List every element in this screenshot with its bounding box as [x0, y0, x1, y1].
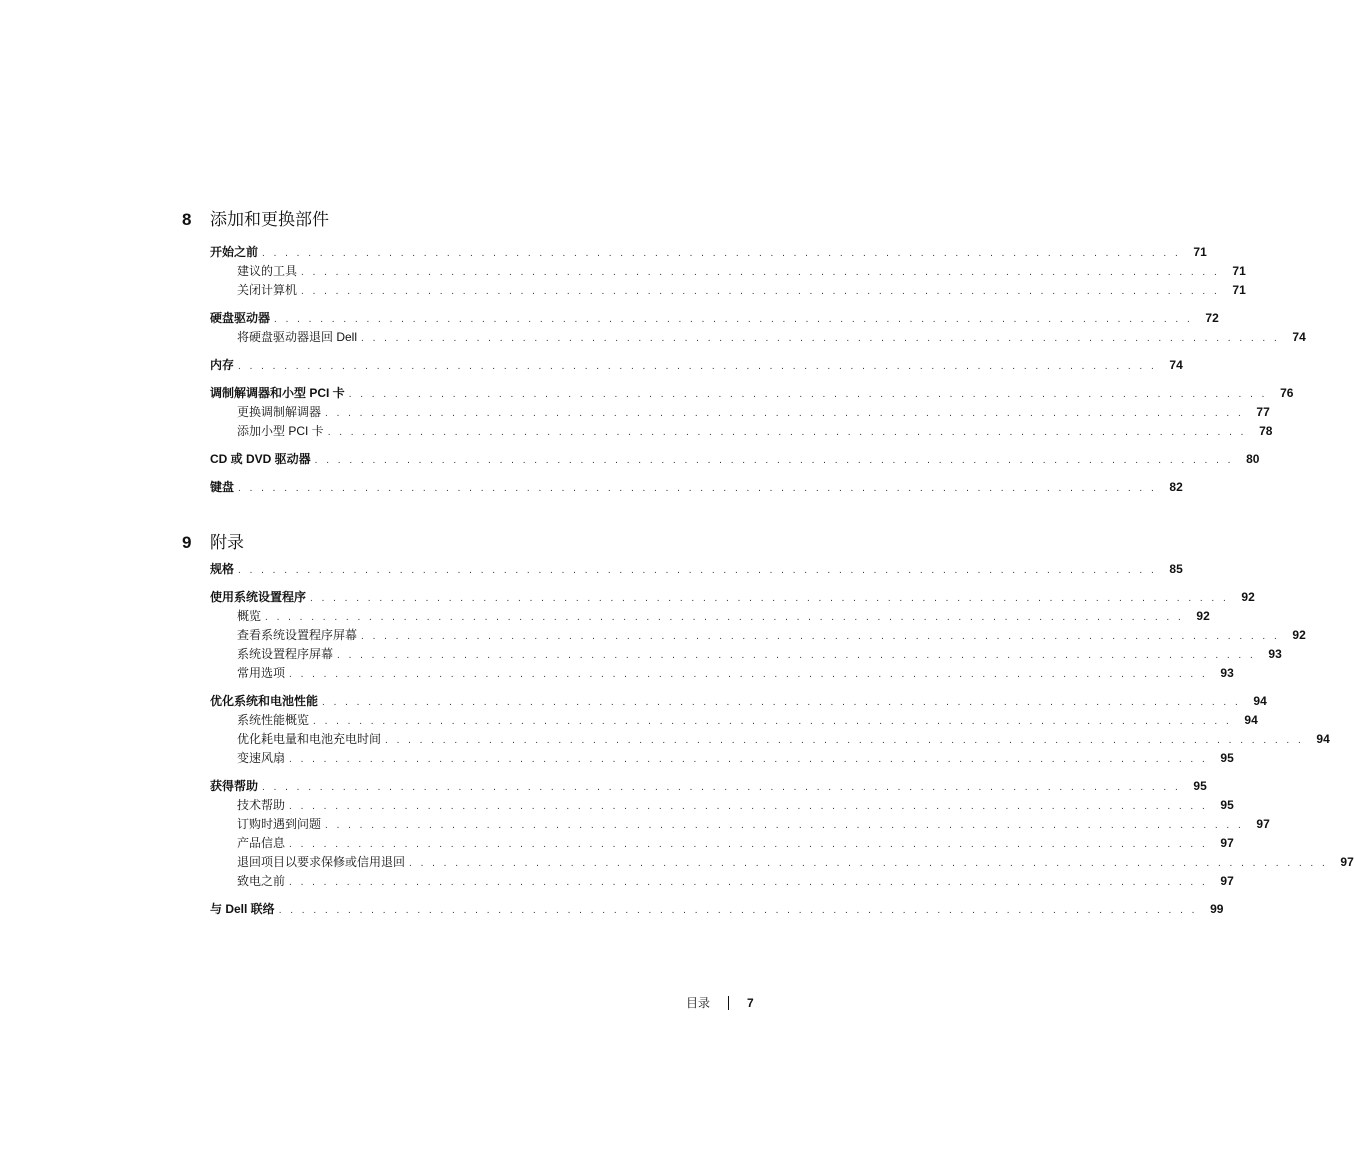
toc-page-number: 92 — [1292, 628, 1306, 642]
toc-group-gap — [182, 375, 642, 384]
toc-section-entry[interactable] — [182, 356, 1183, 375]
toc-entry-title: 概览 — [237, 609, 262, 623]
toc-subsection-entry[interactable] — [182, 626, 1306, 645]
toc-group-gap — [182, 768, 642, 777]
toc-section-entry[interactable] — [182, 777, 1207, 796]
toc-section-entry[interactable] — [182, 900, 1224, 919]
chapter-title: 附录 — [210, 533, 244, 552]
toc-subsection-entry[interactable] — [182, 834, 1234, 853]
toc-entry-title: 将硬盘驱动器退回 Dell — [237, 330, 358, 344]
toc-entry-title: CD 或 DVD 驱动器 — [210, 452, 311, 466]
toc-subsection-entry[interactable] — [182, 664, 1234, 683]
toc-entry-title: 硬盘驱动器 — [210, 311, 271, 325]
toc-page-number: 92 — [1241, 590, 1255, 604]
toc-entry-title: 获得帮助 — [210, 779, 259, 793]
toc-page-number: 77 — [1256, 405, 1270, 419]
chapter-number: 9 — [182, 533, 192, 552]
toc-entry-title: 优化耗电量和电池充电时间 — [237, 732, 382, 746]
toc-group-gap — [182, 683, 642, 692]
toc-list — [182, 243, 1306, 497]
toc-group-gap — [182, 441, 642, 450]
toc-section-entry[interactable] — [182, 309, 1219, 328]
toc-dot-leader: . . . . . . . . . . . . . . . . . . . . . . . . . . . . . . . . . . . . . . . . . . . . . . . . . . . . . . . . . . . . . . . . . . . . . . . . . . . . . . . . — [337, 650, 1256, 661]
toc-subsection-entry[interactable] — [182, 872, 1234, 891]
toc-page-number: 74 — [1169, 358, 1183, 372]
toc-group-gap — [182, 891, 642, 900]
toc-page-number: 74 — [1292, 330, 1306, 344]
chapter-number: 8 — [182, 210, 192, 229]
toc-dot-leader: . . . . . . . . . . . . . . . . . . . . . . . . . . . . . . . . . . . . . . . . . . . . . . . . . . . . . . . . . . . . . . . . . . . . . . . . . . . . . . . . — [289, 669, 1208, 680]
toc-subsection-entry[interactable] — [182, 853, 1354, 872]
toc-entry-title: 规格 — [210, 562, 235, 576]
toc-dot-leader: . . . . . . . . . . . . . . . . . . . . . . . . . . . . . . . . . . . . . . . . . . . . . . . . . . . . . . . . . . . . . . . . . . . . . . . . . . . . . . . . — [325, 820, 1244, 831]
toc-dot-leader: . . . . . . . . . . . . . . . . . . . . . . . . . . . . . . . . . . . . . . . . . . . . . . . . . . . . . . . . . . . . . . . . . . . . . . . . . . . . . . . . — [238, 565, 1157, 576]
toc-page-number: 80 — [1246, 452, 1260, 466]
toc-page-number: 76 — [1280, 386, 1294, 400]
toc-page-number: 92 — [1196, 609, 1210, 623]
toc-dot-leader: . . . . . . . . . . . . . . . . . . . . . . . . . . . . . . . . . . . . . . . . . . . . . . . . . . . . . . . . . . . . . . . . . . . . . . . . . . . . . . . . — [289, 839, 1208, 850]
chapter-heading — [182, 205, 642, 229]
toc-dot-leader: . . . . . . . . . . . . . . . . . . . . . . . . . . . . . . . . . . . . . . . . . . . . . . . . . . . . . . . . . . . . . . . . . . . . . . . . . . . . . . . . — [361, 333, 1280, 344]
toc-page-number: 71 — [1193, 245, 1207, 259]
toc-subsection-entry[interactable] — [182, 262, 1246, 281]
toc-dot-leader: . . . . . . . . . . . . . . . . . . . . . . . . . . . . . . . . . . . . . . . . . . . . . . . . . . . . . . . . . . . . . . . . . . . . . . . . . . . . . . . . — [313, 716, 1232, 727]
toc-entry-title: 常用选项 — [237, 666, 286, 680]
toc-subsection-entry[interactable] — [182, 749, 1234, 768]
toc-subsection-entry[interactable] — [182, 730, 1330, 749]
toc-page-number: 71 — [1232, 264, 1246, 278]
toc-subsection-entry[interactable] — [182, 815, 1270, 834]
toc-section-entry[interactable] — [182, 478, 1183, 497]
toc-page-number: 85 — [1169, 562, 1183, 576]
toc-entry-title: 优化系统和电池性能 — [210, 694, 319, 708]
toc-subsection-entry[interactable] — [182, 328, 1306, 347]
toc-entry-title: 查看系统设置程序屏幕 — [237, 628, 358, 642]
toc-page-number: 72 — [1205, 311, 1219, 325]
toc-list — [182, 560, 1354, 919]
toc-dot-leader: . . . . . . . . . . . . . . . . . . . . . . . . . . . . . . . . . . . . . . . . . . . . . . . . . . . . . . . . . . . . . . . . . . . . . . . . . . . . . . . . — [348, 389, 1268, 400]
toc-dot-leader: . . . . . . . . . . . . . . . . . . . . . . . . . . . . . . . . . . . . . . . . . . . . . . . . . . . . . . . . . . . . . . . . . . . . . . . . . . . . . . . . — [289, 801, 1208, 812]
toc-section-entry[interactable] — [182, 384, 1294, 403]
toc-entry-title: 致电之前 — [237, 874, 286, 888]
toc-page-number: 97 — [1340, 855, 1354, 869]
toc-dot-leader: . . . . . . . . . . . . . . . . . . . . . . . . . . . . . . . . . . . . . . . . . . . . . . . . . . . . . . . . . . . . . . . . . . . . . . . . . . . . . . . . — [278, 905, 1198, 916]
toc-page-number: 95 — [1220, 798, 1234, 812]
toc-subsection-entry[interactable] — [182, 403, 1270, 422]
toc-section-entry[interactable] — [182, 243, 1207, 262]
toc-entry-title: 添加小型 PCI 卡 — [237, 424, 324, 438]
toc-entry-title: 更换调制解调器 — [237, 405, 322, 419]
toc-subsection-entry[interactable] — [182, 711, 1258, 730]
footer-section-label: 目录 — [686, 996, 711, 1010]
toc-page-number: 99 — [1210, 902, 1224, 916]
toc-entry-title: 调制解调器和小型 PCI 卡 — [210, 386, 345, 400]
toc-dot-leader: . . . . . . . . . . . . . . . . . . . . . . . . . . . . . . . . . . . . . . . . . . . . . . . . . . . . . . . . . . . . . . . . . . . . . . . . . . . . . . . . — [310, 593, 1229, 604]
toc-dot-leader: . . . . . . . . . . . . . . . . . . . . . . . . . . . . . . . . . . . . . . . . . . . . . . . . . . . . . . . . . . . . . . . . . . . . . . . . . . . . . . . . — [301, 267, 1220, 278]
toc-dot-leader: . . . . . . . . . . . . . . . . . . . . . . . . . . . . . . . . . . . . . . . . . . . . . . . . . . . . . . . . . . . . . . . . . . . . . . . . . . . . . . . . — [289, 754, 1208, 765]
toc-entry-title: 内存 — [210, 358, 235, 372]
toc-page-number: 94 — [1253, 694, 1267, 708]
toc-dot-leader: . . . . . . . . . . . . . . . . . . . . . . . . . . . . . . . . . . . . . . . . . . . . . . . . . . . . . . . . . . . . . . . . . . . . . . . . . . . . . . . . — [274, 314, 1193, 325]
page-footer — [686, 994, 754, 1011]
toc-entry-title: 建议的工具 — [237, 264, 298, 278]
toc-group-gap — [182, 579, 642, 588]
toc-entry-title: 系统性能概览 — [237, 713, 310, 727]
toc-page-number: 95 — [1193, 779, 1207, 793]
toc-page-number: 78 — [1259, 424, 1273, 438]
toc-page-number: 71 — [1232, 283, 1246, 297]
toc-page-number: 82 — [1169, 480, 1183, 494]
toc-dot-leader: . . . . . . . . . . . . . . . . . . . . . . . . . . . . . . . . . . . . . . . . . . . . . . . . . . . . . . . . . . . . . . . . . . . . . . . . . . . . . . . . — [361, 631, 1280, 642]
toc-section-entry[interactable] — [182, 560, 1183, 579]
chapter-title: 添加和更换部件 — [210, 210, 329, 229]
chapter-heading — [182, 528, 642, 552]
toc-dot-leader: . . . . . . . . . . . . . . . . . . . . . . . . . . . . . . . . . . . . . . . . . . . . . . . . . . . . . . . . . . . . . . . . . . . . . . . . . . . . . . . . — [327, 427, 1247, 438]
toc-dot-leader: . . . . . . . . . . . . . . . . . . . . . . . . . . . . . . . . . . . . . . . . . . . . . . . . . . . . . . . . . . . . . . . . . . . . . . . . . . . . . . . . — [289, 877, 1208, 888]
toc-entry-title: 变速风扇 — [237, 751, 286, 765]
chapter-9 — [182, 528, 1354, 919]
toc-page-number: 94 — [1244, 713, 1258, 727]
toc-dot-leader: . . . . . . . . . . . . . . . . . . . . . . . . . . . . . . . . . . . . . . . . . . . . . . . . . . . . . . . . . . . . . . . . . . . . . . . . . . . . . . . . — [265, 612, 1184, 623]
toc-entry-title: 技术帮助 — [237, 798, 286, 812]
toc-page-number: 93 — [1220, 666, 1234, 680]
toc-entry-title: 产品信息 — [237, 836, 286, 850]
toc-subsection-entry[interactable] — [182, 281, 1246, 300]
toc-dot-leader: . . . . . . . . . . . . . . . . . . . . . . . . . . . . . . . . . . . . . . . . . . . . . . . . . . . . . . . . . . . . . . . . . . . . . . . . . . . . . . . . — [262, 782, 1181, 793]
toc-group-gap — [182, 300, 642, 309]
toc-dot-leader: . . . . . . . . . . . . . . . . . . . . . . . . . . . . . . . . . . . . . . . . . . . . . . . . . . . . . . . . . . . . . . . . . . . . . . . . . . . . . . . . — [238, 483, 1157, 494]
toc-dot-leader: . . . . . . . . . . . . . . . . . . . . . . . . . . . . . . . . . . . . . . . . . . . . . . . . . . . . . . . . . . . . . . . . . . . . . . . . . . . . . . . . — [262, 248, 1181, 259]
page-number: 7 — [747, 995, 754, 1010]
toc-entry-title: 系统设置程序屏幕 — [237, 647, 334, 661]
toc-entry-title: 退回项目以要求保修或信用退回 — [237, 855, 406, 869]
toc-dot-leader: . . . . . . . . . . . . . . . . . . . . . . . . . . . . . . . . . . . . . . . . . . . . . . . . . . . . . . . . . . . . . . . . . . . . . . . . . . . . . . . . — [301, 286, 1220, 297]
toc-entry-title: 与 Dell 联络 — [210, 902, 275, 916]
toc-entry-title: 订购时遇到问题 — [237, 817, 322, 831]
toc-entry-title: 关闭计算机 — [237, 283, 298, 297]
toc-section-entry[interactable] — [182, 450, 1260, 469]
toc-group-gap — [182, 347, 642, 356]
toc-page-number: 93 — [1268, 647, 1282, 661]
toc-dot-leader: . . . . . . . . . . . . . . . . . . . . . . . . . . . . . . . . . . . . . . . . . . . . . . . . . . . . . . . . . . . . . . . . . . . . . . . . . . . . . . . . — [314, 455, 1234, 466]
toc-page-number: 95 — [1220, 751, 1234, 765]
toc-subsection-entry[interactable] — [182, 645, 1282, 664]
toc-section-entry[interactable] — [182, 588, 1255, 607]
toc-dot-leader: . . . . . . . . . . . . . . . . . . . . . . . . . . . . . . . . . . . . . . . . . . . . . . . . . . . . . . . . . . . . . . . . . . . . . . . . . . . . . . . . — [322, 697, 1241, 708]
toc-page-number: 97 — [1220, 874, 1234, 888]
toc-dot-leader: . . . . . . . . . . . . . . . . . . . . . . . . . . . . . . . . . . . . . . . . . . . . . . . . . . . . . . . . . . . . . . . . . . . . . . . . . . . . . . . . — [325, 408, 1244, 419]
toc-group-gap — [182, 469, 642, 478]
toc-entry-title: 开始之前 — [210, 245, 259, 259]
toc-dot-leader: . . . . . . . . . . . . . . . . . . . . . . . . . . . . . . . . . . . . . . . . . . . . . . . . . . . . . . . . . . . . . . . . . . . . . . . . . . . . . . . . — [409, 858, 1328, 869]
chapter-8 — [182, 205, 1306, 497]
footer-divider — [728, 996, 729, 1010]
toc-page-number: 94 — [1316, 732, 1330, 746]
toc-page-number: 97 — [1220, 836, 1234, 850]
toc-entry-title: 使用系统设置程序 — [210, 590, 307, 604]
toc-section-entry[interactable] — [182, 692, 1267, 711]
toc-subsection-entry[interactable] — [182, 422, 1273, 441]
toc-dot-leader: . . . . . . . . . . . . . . . . . . . . . . . . . . . . . . . . . . . . . . . . . . . . . . . . . . . . . . . . . . . . . . . . . . . . . . . . . . . . . . . . — [238, 361, 1157, 372]
toc-dot-leader: . . . . . . . . . . . . . . . . . . . . . . . . . . . . . . . . . . . . . . . . . . . . . . . . . . . . . . . . . . . . . . . . . . . . . . . . . . . . . . . . — [385, 735, 1304, 746]
toc-subsection-entry[interactable] — [182, 796, 1234, 815]
toc-page-number: 97 — [1256, 817, 1270, 831]
toc-entry-title: 键盘 — [210, 480, 235, 494]
toc-subsection-entry[interactable] — [182, 607, 1210, 626]
